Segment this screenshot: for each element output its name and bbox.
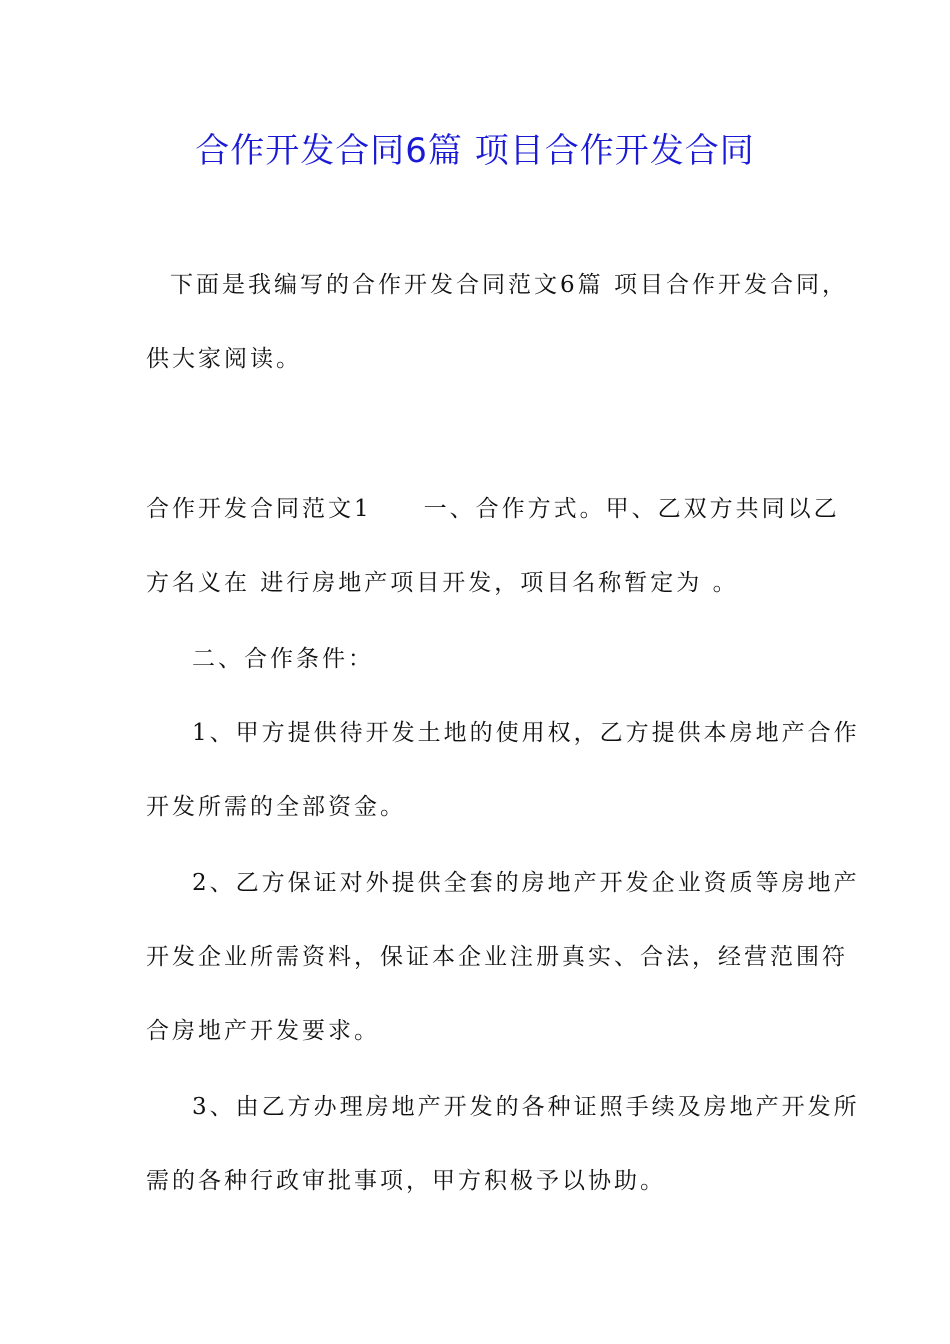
paragraph-1-line-1: 合作开发合同范文1 一、合作方式。甲、乙双方共同以乙 [146,496,840,522]
intro-line-1: 下面是我编写的合作开发合同范文6篇 项目合作开发合同， [170,272,848,298]
clause-2-line-1: 2、乙方保证对外提供全套的房地产开发企业资质等房地产 [192,870,860,896]
clause-1-line-1: 1、甲方提供待开发土地的使用权，乙方提供本房地产合作 [192,720,860,746]
section-heading-conditions: 二、合作条件： [192,646,374,672]
intro-line-2: 供大家阅读。 [146,346,302,372]
clause-2-line-3: 合房地产开发要求。 [146,1018,380,1044]
paragraph-1-line-2: 方名义在 进行房地产项目开发，项目名称暂定为 。 [146,570,739,596]
document-title: 合作开发合同6篇 项目合作开发合同 [195,131,755,171]
clause-3-line-1: 3、由乙方办理房地产开发的各种证照手续及房地产开发所 [192,1094,860,1120]
clause-3-line-2: 需的各种行政审批事项，甲方积极予以协助。 [146,1168,666,1194]
clause-2-line-2: 开发企业所需资料，保证本企业注册真实、合法，经营范围符 [146,944,848,970]
clause-1-line-2: 开发所需的全部资金。 [146,794,406,820]
